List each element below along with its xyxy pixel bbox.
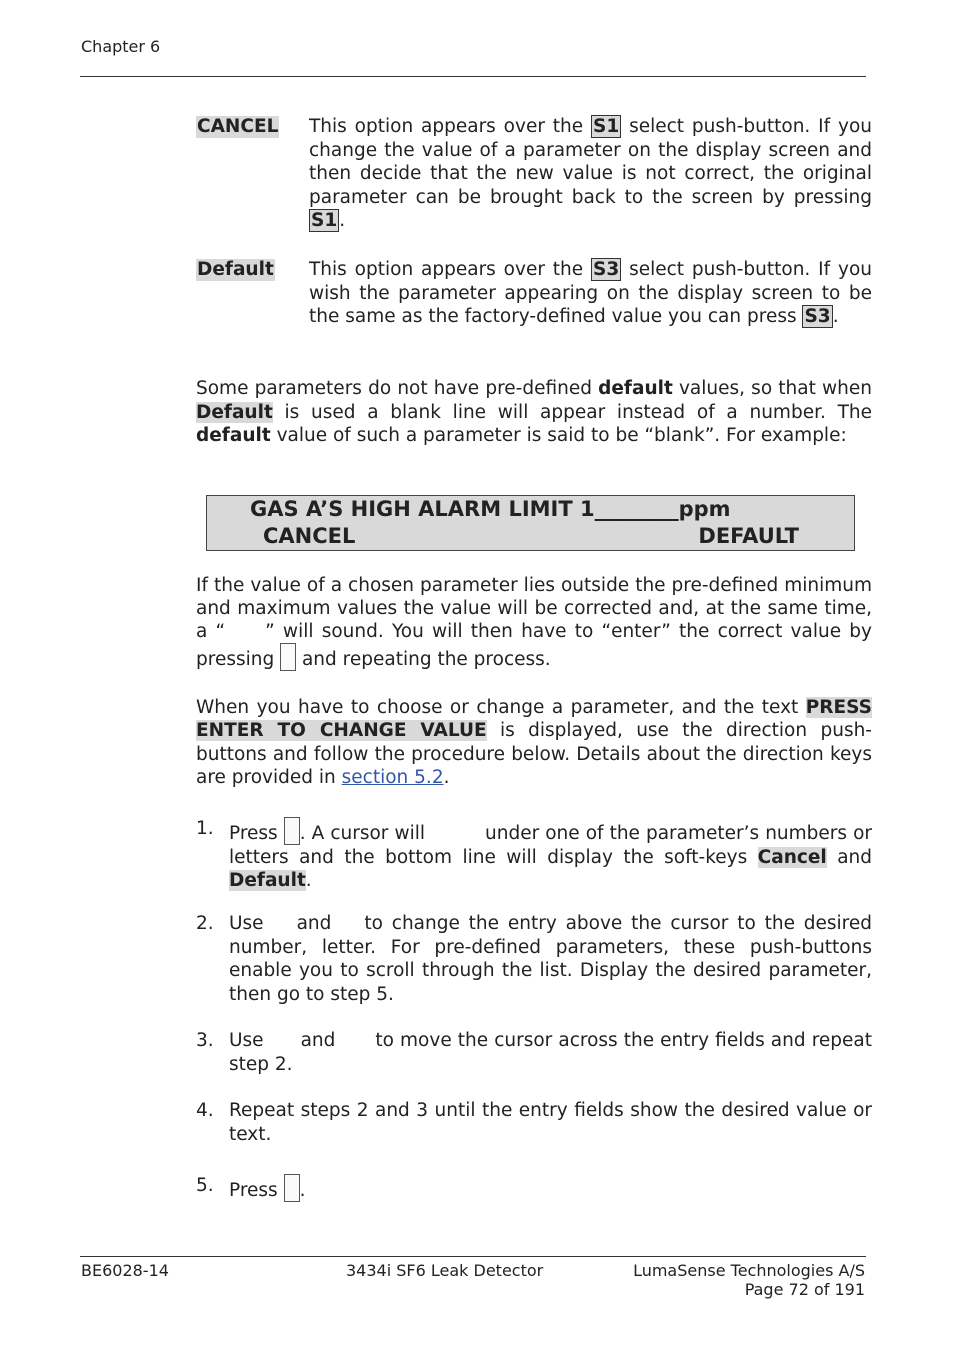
s1-key-label-2: S1 (311, 210, 338, 231)
product-name: 3434i SF6 Leak Detector (346, 1261, 544, 1280)
step-1-text: Press . A cursor will under one of the parameter’s numbers or letters and the bottom line will display the soft-keys Cancel and Default. (229, 817, 872, 893)
document-number: BE6028-14 (81, 1261, 169, 1280)
cancel-term: CANCEL (197, 116, 279, 137)
cancel-description: This option appears over the S1 select push-button. If you change the value of a parameter on the display screen and then decide that the new value is not correct, the original parameter can be brought back to the screen by pressing S1 . (309, 116, 873, 231)
default-softkey-label: Default (196, 401, 273, 423)
step-5-number: 5. (196, 1175, 214, 1196)
default-term: Default (197, 259, 274, 280)
default-values-paragraph: Some parameters do not have pre-defined default values, so that when Default is used a blank line will appear instead of a number. The default value of such a parameter is said to be “blank”. For example: (196, 378, 872, 446)
step-2-number: 2. (196, 913, 214, 934)
default-description: This option appears over the S3 select push-button. If you wish the parameter appearing on the display screen to be the same as the factory-defined value you can press S3 . (309, 259, 873, 327)
enter-key-icon-step1 (284, 817, 300, 845)
step-3-text: Use and to move the cursor across the entry fields and repeat step 2. (229, 1030, 872, 1075)
step-3-number: 3. (196, 1030, 214, 1051)
out-of-range-paragraph: If the value of a chosen parameter lies outside the pre-defined minimum and maximum values the value will be corrected and, at the same time, a “ ” will sound. You will then have to “enter” the correct value by pressing and repeating the process. (196, 575, 872, 670)
default-softkey-label-step1: Default (229, 870, 306, 891)
enter-key-icon (280, 643, 296, 671)
chapter-header: Chapter 6 (81, 37, 161, 56)
step-2-text: Use and to change the entry above the cursor to the desired number, letter. For pre-defined parameters, these push-buttons enable you to scroll through the list. Display the desired parameter, then go to step 5. (229, 913, 872, 1005)
company-name: LumaSense Technologies A/S (633, 1261, 865, 1280)
cancel-softkey-label: Cancel (757, 846, 827, 868)
step-4-text: Repeat steps 2 and 3 until the entry fields show the desired value or text. (229, 1100, 872, 1145)
display-softkey-default: DEFAULT (698, 524, 799, 548)
change-parameter-paragraph: When you have to choose or change a parameter, and the text PRESS ENTER TO CHANGE VALUE is displayed, use the direction push-buttons and follow the procedure below. Details about the direction keys are provided in section 5.2. (196, 697, 872, 788)
header-rule (80, 76, 866, 77)
display-line-1: GAS A’S HIGH ALARM LIMIT 1________ppm (250, 497, 731, 521)
step-5-text: Press . (229, 1174, 872, 1203)
section-5-2-link[interactable]: section 5.2 (341, 766, 444, 788)
s1-key-label: S1 (593, 116, 620, 137)
footer-rule (80, 1256, 866, 1257)
s3-key-label-2: S3 (804, 306, 831, 327)
page-number: Page 72 of 191 (744, 1280, 865, 1299)
enter-key-icon-step5 (284, 1174, 300, 1202)
display-softkey-cancel: CANCEL (263, 524, 356, 548)
step-4-number: 4. (196, 1100, 214, 1121)
display-screen-example (206, 495, 855, 551)
step-1-number: 1. (196, 818, 214, 839)
press-enter-label: PRESS ENTER TO CHANGE VALUE (196, 697, 872, 742)
s3-key-label: S3 (593, 259, 620, 280)
